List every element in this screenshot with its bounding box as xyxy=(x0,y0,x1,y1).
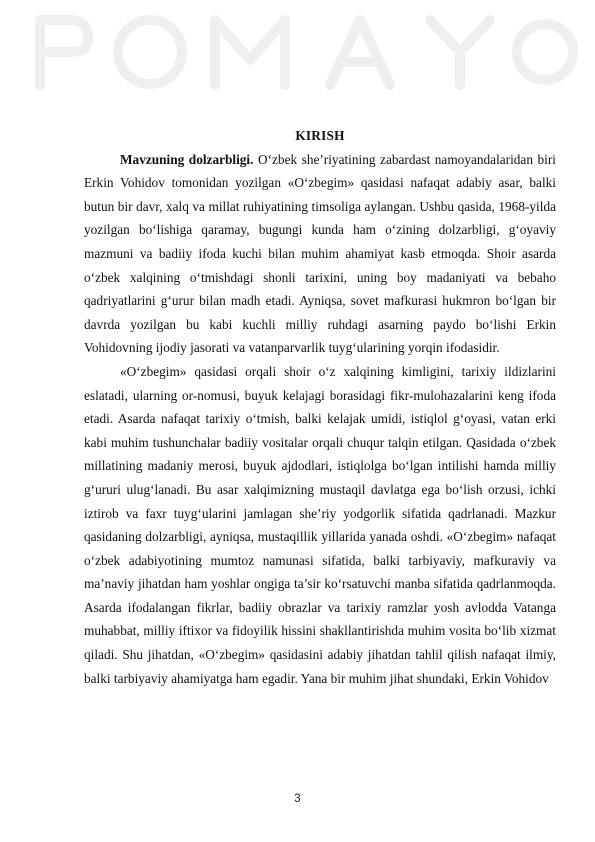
page-number: 3 xyxy=(294,793,301,805)
section-title: KIRISH xyxy=(295,128,345,143)
paragraph-relevance xyxy=(84,148,556,360)
paragraph-ozbegim xyxy=(84,360,556,690)
document-body xyxy=(84,124,556,690)
watermark-logo-pattern xyxy=(0,0,595,110)
paragraph-text: O‘zbek she’riyatining zabardast namoyandalaridan biri Erkin Vohidov tomonidan yozilgan «O‘zbegim» qasidasi nafaqat adabiy asar, balki butun bir davr, xalq va millat ruhiyatining timsoliga aylangan. Ushbu qasida, 1968-yilda yozilgan bo‘lishiga qaramay, bugungi kunda ham o‘zining dolzarbligi, g‘oyaviy mazmuni va badiiy ifoda kuchi bilan muhim ahamiyat kasb etmoqda. Shoir asarda o‘zbek xalqining o‘tmishdagi shonli tarixini, uning boy madaniyati va bebaho qadriyatlarini g‘urur bilan madh etadi. Ayniqsa, sovet mafkurasi hukmron bo‘lgan bir davrda yozilgan bu kabi kuchli milliy ruhdagi asarning paydo bo‘lishi Erkin Vohidovning ijodiy jasorati va vatanparvarlik tuyg‘ularining yorqin ifodasidir. xyxy=(84,151,556,356)
paragraph-lead: Mavzuning dolzarbligi. xyxy=(120,151,254,167)
paragraph-text: «O‘zbegim» qasidasi orqali shoir o‘z xalqining kimligini, tarixiy ildizlarini eslatadi, ularning or-nomusi, buyuk kelajagi borasidagi fikr-mulohazalarini keng ifoda etadi. Asarda nafaqat tarixiy o‘tmish, balki kelajak umidi, istiqlol g‘oyasi, vatan erki kabi muhim tushunchalar badiiy vositalar orqali chuqur talqin etilgan. Qasidada o‘zbek millatining madaniy merosi, buyuk ajdodlari, istiqlolga bo‘lgan intilishi hamda milliy g‘ururi ulug‘lanadi. Bu asar xalqimizning mustaqil davlatga ega bo‘lish orzusi, ichki iztirob va faxr tuyg‘ularini jamlagan she’riy yodgorlik sifatida qadrlanadi. Mazkur qasidaning dolzarbligi, ayniqsa, mustaqillik yillarida yanada oshdi. «O‘zbegim» nafaqat o‘zbek adabiyotining mumtoz namunasi sifatida, balki tarbiyaviy, mafkuraviy va ma’naviy jihatdan ham yoshlar ongiga ta’sir ko‘rsatuvchi manba sifatida qadrlanmoqda. Asarda ifodalangan fikrlar, badiiy obrazlar va tarixiy ramzlar yosh avlodda Vatanga muhabbat, milliy iftixor va fidoyilik hissini shakllantirishda muhim vosita bo‘lib xizmat qiladi. Shu jihatdan, «O‘zbegim» qasidasini adabiy jihatdan tahlil qilish nafaqat ilmiy, balki tarbiyaviy ahamiyatga ham egadir. Yana bir muhim jihat shundaki, Erkin Vohidov xyxy=(84,363,556,686)
